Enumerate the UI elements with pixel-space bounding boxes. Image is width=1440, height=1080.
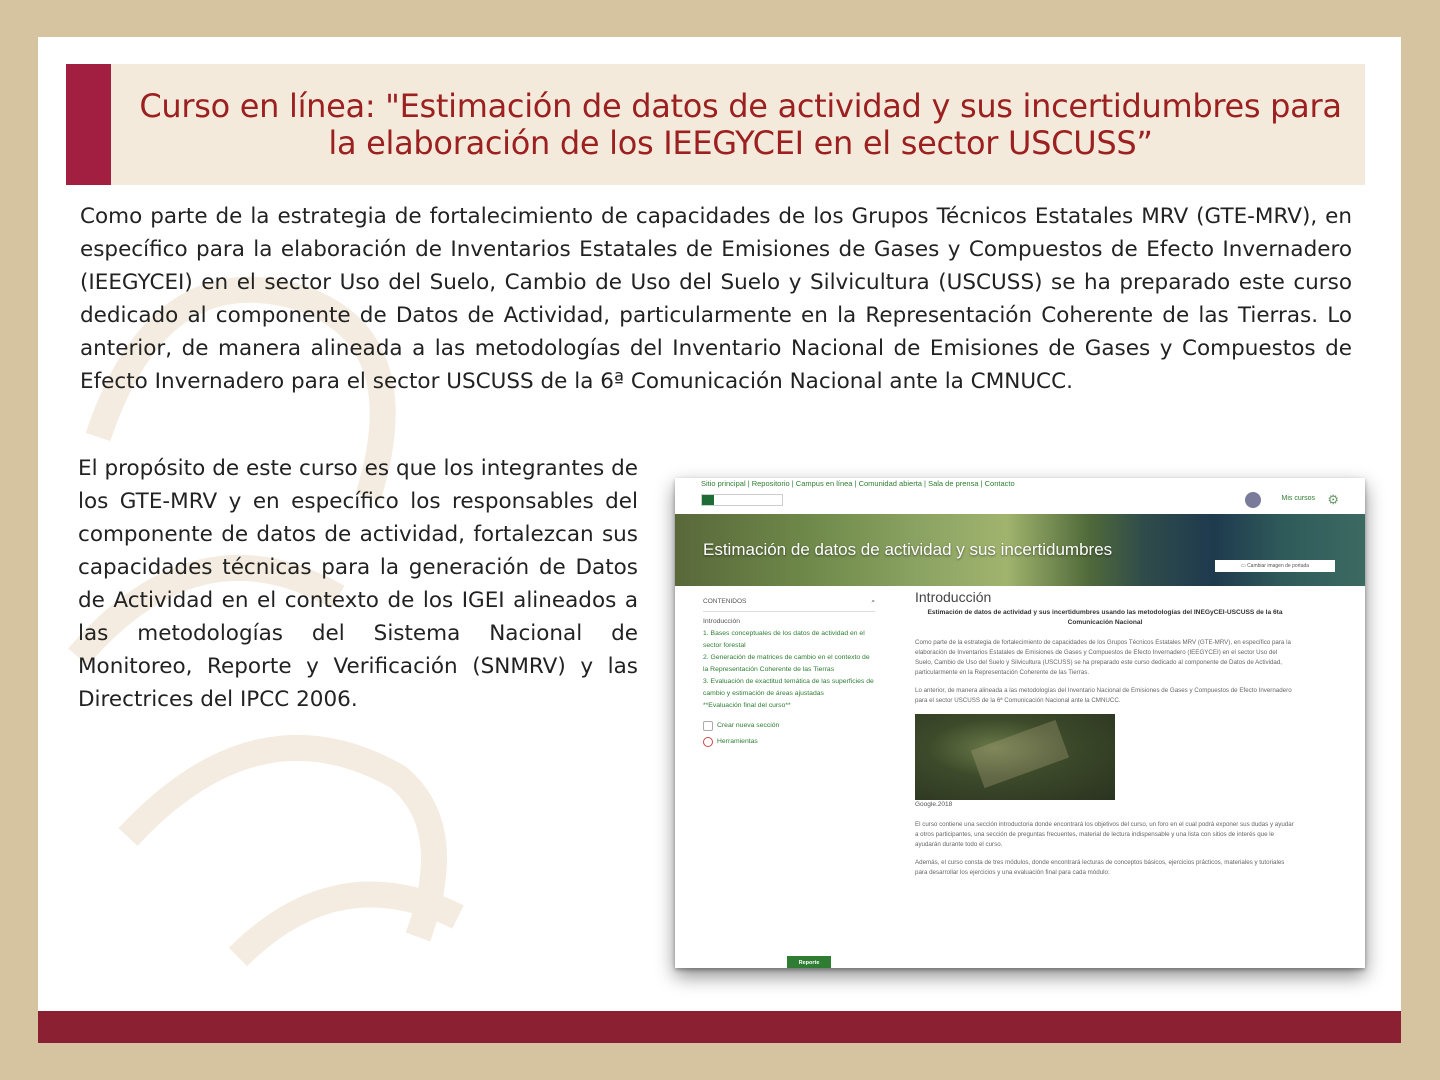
banner-title: Estimación de datos de actividad y sus incertidumbres [703,540,1113,559]
create-section-link[interactable] [703,720,875,732]
title-header [66,64,1365,185]
tools-icon [703,737,713,747]
course-subheading: Estimación de datos de actividad y sus incertidumbres usando las metodologías del INEGyCEI-USCUSS de la 6ta Comunicación Nacional [927,609,1283,626]
campus-logo [793,495,827,505]
create-section-label: Crear nueva sección [717,722,780,729]
main-paragraph-3: El curso contiene una sección introductoria donde encontrará los objetivos del curso, un foro en el cual podrá exponer sus dudas y ayudar a otros participantes, una sección de preguntas frecuentes, material de lectura indispensable y una lista con sitios de interés que le ayudarán durante todo el curso. [915,821,1294,848]
top-navigation[interactable]: Sitio principal | Repositorio | Campus en línea | Comunidad abierta | Sala de prensa | Contacto [701,479,1015,488]
course-main-content [915,589,1295,886]
sidebar-item-1[interactable]: 1. Bases conceptuales de los datos de actividad en el sector forestal [703,630,865,649]
main-paragraph-2: Lo anterior, de manera alineada a las metodologías del Inventario Nacional de Emisiones de Gases y Compuestos de Efecto Invernadero para el sector USCUSS de la 6ª Comunicación Nacional ante la CMNUCC. [915,687,1292,704]
contents-sidebar [703,596,875,748]
folder-icon: ▭ [1240,563,1248,569]
bottom-band [38,1011,1401,1043]
intro-paragraph: Como parte de la estrategia de fortalecimiento de capacidades de los Grupos Técnicos Estatales MRV (GTE-MRV), en específico para la elaboración de Inventarios Estatales de Emisiones de Gases y Compuestos de Efecto Invernadero (IEEGYCEI) en el sector Uso del Suelo, Cambio de Uso del Suelo y Silvicultura (USCUSS) se ha preparado este curso dedicado al componente de Datos de Actividad, particularmente en la Representación Coherente de las Tierras. Lo anterior, de manera alineada a las metodologías del Inventario Nacional de Emisiones de Gases y Compuestos de Efecto Invernadero para el sector USCUSS de la 6ª Comunicación Nacional ante la CMNUCC. [80,204,1352,394]
sidebar-item-intro[interactable]: Introducción [703,618,741,625]
accent-bar [66,64,111,185]
report-button[interactable]: Reporte [787,956,831,968]
course-screenshot [675,478,1365,968]
tools-link[interactable] [703,736,875,748]
tools-label: Herramientas [717,738,758,745]
change-cover-button[interactable] [1215,560,1335,572]
purpose-paragraph: El propósito de este curso es que los integrantes de los GTE-MRV y en específico los responsables del componente de datos de actividad, fortalezcan sus capacidades técnicas para la generación de Datos de Actividad en el contexto de los IGEI alineados a las metodologías del Sistema Nacional de Monitoreo, Reporte y Verificación (SNMRV) y las Directrices del IPCC 2006. [78,456,638,712]
section-heading: Introducción [915,589,992,605]
avatar-icon[interactable] [1245,492,1261,508]
sidebar-item-evaluation[interactable]: **Evaluación final del curso** [703,702,791,709]
conafor-logo [701,494,783,506]
sidebar-item-2[interactable]: 2. Generación de matrices de cambio en el contexto de la Representación Coherente de las Tierras [703,654,870,673]
image-caption: Google.2018 [915,801,953,808]
change-cover-label: Cambiar imagen de portada [1247,563,1310,569]
main-paragraph-4: Además, el curso consta de tres módulos, donde encontrará lecturas de conceptos básicos, ejercicios prácticos, materiales y tutoriales para desarrollar los ejercicios y una evaluación final para cada módulo: [915,859,1285,876]
slide [38,37,1401,1043]
logos [701,494,827,506]
main-paragraph-1: Como parte de la estrategia de fortalecimiento de capacidades de los Grupos Técnicos Estatales MRV (GTE-MRV), en específico para la elaboración de Inventarios Estatales de Emisiones de Gases y Compuestos de Efecto Invernadero (IEEGYCEI) en el sector Uso del Suelo, Cambio de Uso del Suelo y Silvicultura (USCUSS) se ha preparado este curso dedicado al componente de Datos de Actividad, particularmente en la Representación Coherente de las Tierras. [915,639,1291,676]
sidebar-header [703,596,875,612]
contents-label: CONTENIDOS [703,598,747,605]
slide-title: Curso en línea: "Estimación de datos de actividad y sus incertidumbres para la elaboración de los IEEGYCEI en el sector USCUSS” [139,87,1342,162]
sidebar-item-3[interactable]: 3. Evaluación de exactitud temática de las superficies de cambio y estimación de áreas ajustadas [703,678,874,697]
course-banner [675,514,1365,586]
satellite-image [915,714,1115,800]
search-icon[interactable]: ⌕ [871,598,875,605]
gear-icon[interactable]: ⚙ [1327,492,1339,507]
my-courses-link[interactable]: Mis cursos [1281,495,1315,502]
add-section-icon [703,721,713,731]
